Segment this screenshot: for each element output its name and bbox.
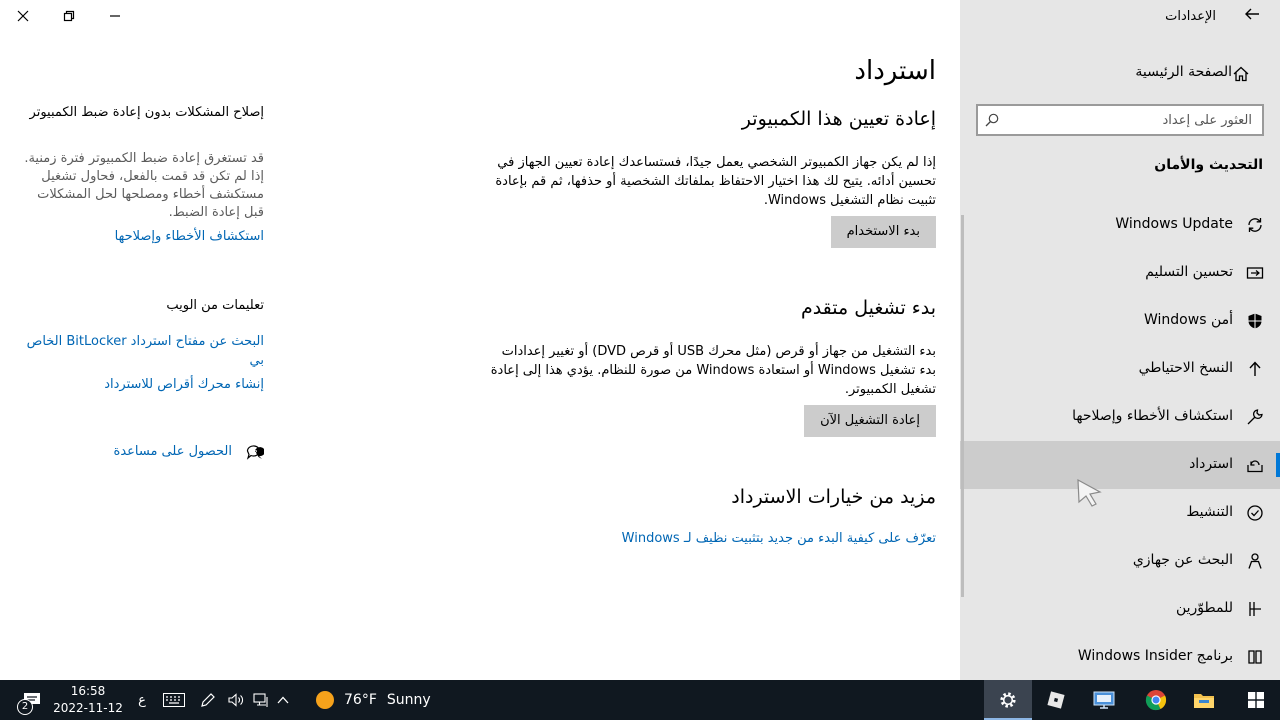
clean-install-link[interactable]: تعرّف على كيفية البدء من جديد بتثبيت نظيف لـ Windows	[621, 531, 936, 546]
sidebar-item-find-my-device[interactable]	[960, 537, 1280, 585]
close-button[interactable]	[0, 0, 46, 32]
back-arrow-icon[interactable]	[1244, 6, 1260, 26]
restart-now-button[interactable]: إعادة التشغيل الآن	[804, 405, 936, 437]
chrome-icon	[1145, 689, 1167, 711]
sidebar-nav	[960, 201, 1280, 681]
folder-icon	[1193, 691, 1215, 709]
person-location-icon	[1246, 552, 1264, 570]
wrench-icon	[1246, 408, 1264, 426]
sidebar-home-label: الصفحة الرئيسية	[1135, 64, 1232, 80]
close-icon	[17, 10, 29, 22]
chevron-up-icon	[277, 696, 289, 704]
taskbar	[0, 680, 1280, 720]
sidebar-item-label: النسخ الاحتياطي	[1138, 360, 1233, 376]
reset-pc-description: إذا لم يكن جهاز الكمبيوتر الشخصي يعمل جيدًا، فستساعدك إعادة تعيين الجهاز في تحسين أدائه. يتيح لك هذا اختيار الاحتفاظ بملفاتك الشخصية أو حذفها، ثم قم بإعادة تثبيت نظام التشغيل Windows.	[495, 155, 936, 208]
sidebar-item-windows-update[interactable]	[960, 201, 1280, 249]
get-help-icon	[246, 444, 264, 466]
advanced-startup-heading: بدء تشغيل متقدم	[800, 297, 936, 319]
sidebar-item-developers[interactable]	[960, 585, 1280, 633]
sidebar-item-activation[interactable]	[960, 489, 1280, 537]
shield-icon	[1246, 312, 1264, 330]
backup-arrow-icon	[1246, 360, 1264, 378]
content-scrollbar[interactable]	[961, 215, 964, 597]
web-help-title: تعليمات من الويب	[166, 298, 264, 313]
sidebar-item-label: للمطوّرين	[1175, 600, 1233, 616]
touch-keyboard-button[interactable]	[160, 680, 188, 720]
sidebar-item-windows-security[interactable]	[960, 297, 1280, 345]
taskbar-settings-app[interactable]	[984, 680, 1032, 720]
weather-temperature: 76°F	[344, 692, 377, 708]
sidebar-item-label: برنامج Windows Insider	[1077, 648, 1233, 664]
settings-sidebar	[960, 0, 1280, 680]
sidebar-item-recovery[interactable]	[960, 441, 1280, 489]
sidebar-item-backup[interactable]	[960, 345, 1280, 393]
mouse-cursor	[1076, 478, 1104, 512]
reset-get-started-button[interactable]: بدء الاستخدام	[831, 216, 936, 248]
taskbar-file-explorer-app[interactable]	[1180, 680, 1228, 720]
sidebar-item-label: Windows Update	[1115, 216, 1233, 232]
sidebar-item-label: أمن Windows	[1144, 312, 1233, 328]
start-button[interactable]	[1232, 680, 1280, 720]
settings-search-input[interactable]	[978, 106, 1262, 134]
volume-button[interactable]	[224, 680, 248, 720]
recovery-icon	[1246, 456, 1264, 474]
sidebar-item-label: التنشيط	[1186, 504, 1233, 520]
input-language-indicator[interactable]: ع	[138, 692, 146, 708]
sidebar-section-title: التحديث والأمان	[1154, 157, 1263, 173]
delivery-optimization-icon	[1246, 264, 1264, 282]
sidebar-item-delivery-optimization[interactable]	[960, 249, 1280, 297]
settings-title: الإعدادات	[1165, 9, 1216, 24]
clock-date: 2022-11-12	[53, 701, 123, 715]
reset-pc-heading: إعادة تعيين هذا الكمبيوتر	[741, 108, 936, 130]
action-center-button[interactable]	[14, 680, 50, 720]
sidebar-item-insider[interactable]	[960, 633, 1280, 681]
settings-search-box[interactable]	[976, 104, 1264, 136]
insider-icon	[1246, 648, 1264, 666]
network-icon	[253, 692, 269, 708]
system-clock[interactable]	[48, 683, 128, 717]
advanced-startup-description: بدء التشغيل من جهاز أو قرص (مثل محرك USB أو قرص DVD) أو تغيير إعدادات بدء تشغيل Windows أو استعادة Windows من صورة للنظام. يؤدي هذا إلى إعادة تشغيل الكمبيوتر.	[490, 344, 936, 397]
sun-icon	[316, 691, 334, 709]
weather-widget[interactable]	[316, 680, 431, 720]
fix-problems-title: إصلاح المشكلات بدون إعادة ضبط الكمبيوتر	[29, 105, 264, 120]
sync-icon	[1246, 216, 1264, 234]
fix-problems-description: قد تستغرق إعادة ضبط الكمبيوتر فترة زمنية. إذا لم تكن قد قمت بالفعل، فحاول تشغيل مستكشف أخطاء ومصلحها لحل المشكلات قبل إعادة الضبط.	[24, 151, 264, 220]
minimize-icon	[109, 10, 121, 22]
minimize-button[interactable]	[92, 0, 138, 32]
svg-text:?: ?	[253, 449, 258, 457]
get-help-link[interactable]: الحصول على مساعدة	[113, 444, 232, 459]
sidebar-home[interactable]	[960, 58, 1280, 90]
gear-icon	[998, 690, 1018, 710]
restore-icon	[63, 10, 75, 22]
troubleshoot-link[interactable]: استكشاف الأخطاء وإصلاحها	[114, 229, 264, 244]
more-recovery-heading: مزيد من خيارات الاسترداد	[731, 486, 936, 508]
create-recovery-drive-link[interactable]: إنشاء محرك أقراص للاسترداد	[104, 377, 264, 392]
roblox-icon	[1046, 690, 1066, 710]
sidebar-item-label: استكشاف الأخطاء وإصلاحها	[1072, 408, 1233, 424]
taskbar-roblox-app[interactable]	[1032, 680, 1080, 720]
network-button[interactable]	[250, 680, 272, 720]
sidebar-item-label: تحسين التسليم	[1145, 264, 1233, 280]
windows-logo-icon	[1247, 691, 1265, 709]
page-title: استرداد	[854, 56, 936, 86]
taskbar-remote-desktop-app[interactable]	[1080, 680, 1128, 720]
taskbar-chrome-app[interactable]	[1132, 680, 1180, 720]
sidebar-item-troubleshoot[interactable]	[960, 393, 1280, 441]
weather-condition: Sunny	[386, 692, 431, 708]
home-icon	[1233, 66, 1249, 86]
developer-icon	[1246, 600, 1264, 618]
clock-time: 16:58	[70, 684, 106, 698]
sidebar-header	[960, 6, 1280, 28]
restore-button[interactable]	[46, 0, 92, 32]
pen-workspace-button[interactable]	[196, 680, 220, 720]
bitlocker-key-link[interactable]: البحث عن مفتاح استرداد BitLocker الخاص بي	[26, 334, 264, 368]
pen-icon	[200, 692, 216, 708]
sidebar-item-label: البحث عن جهازي	[1132, 552, 1233, 568]
search-icon	[985, 112, 999, 131]
speaker-icon	[228, 692, 244, 708]
check-circle-icon	[1246, 504, 1264, 522]
sidebar-item-label: استرداد	[1189, 456, 1233, 472]
remote-desktop-icon	[1092, 689, 1116, 711]
keyboard-icon	[163, 693, 185, 707]
show-hidden-icons-button[interactable]	[272, 680, 294, 720]
notification-badge: 2	[17, 699, 33, 715]
